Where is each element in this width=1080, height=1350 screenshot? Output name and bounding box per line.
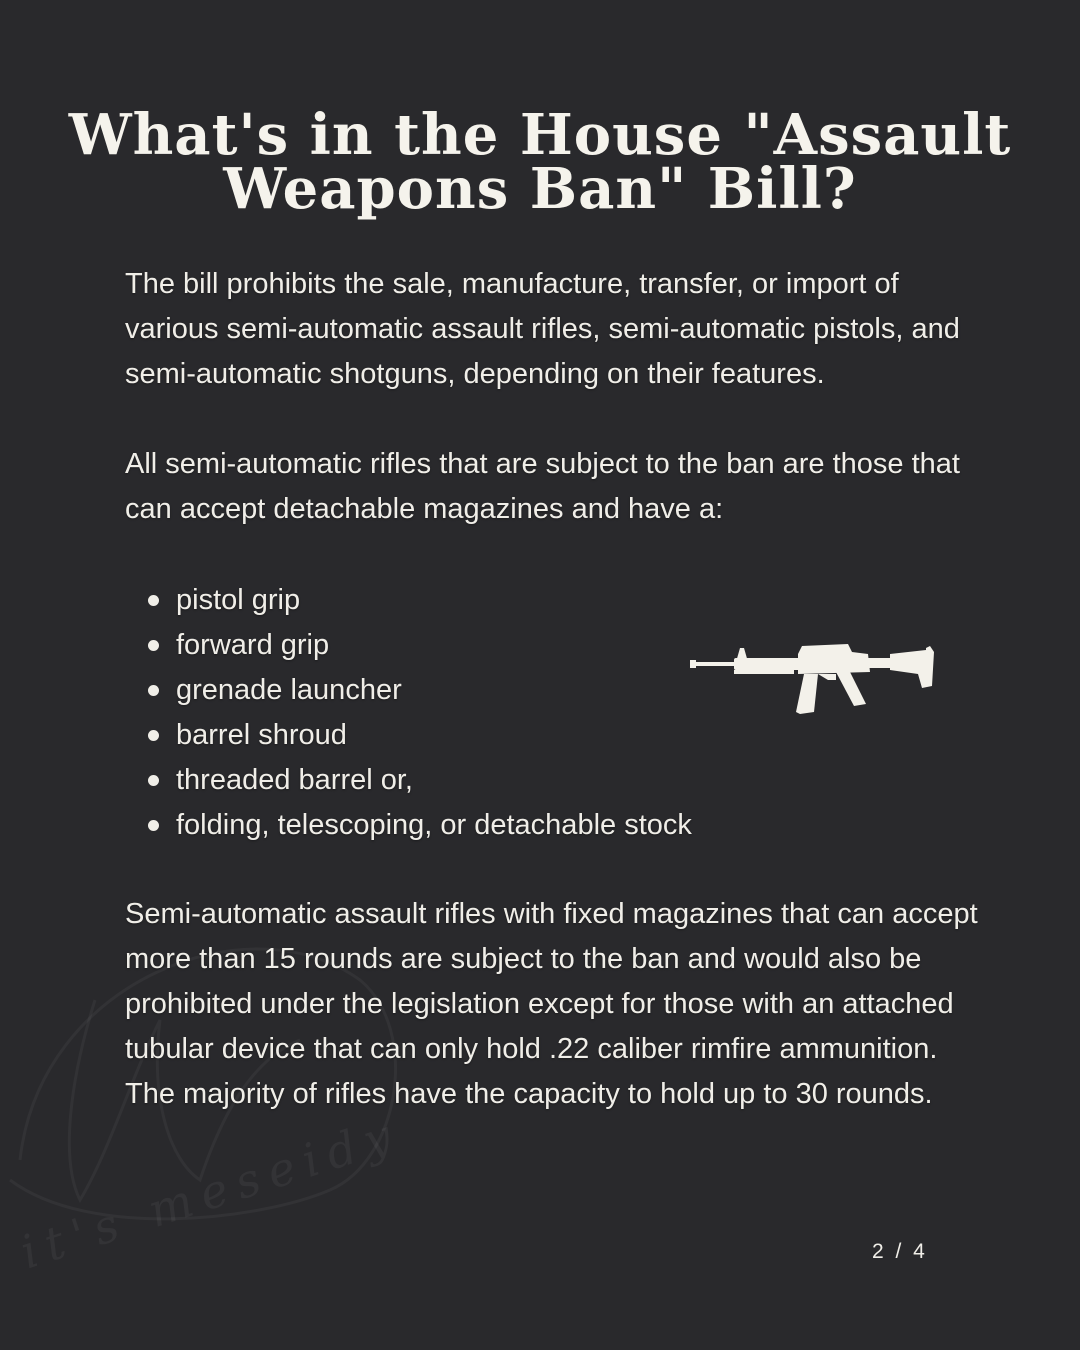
list-item-label: folding, telescoping, or detachable stock	[176, 809, 692, 841]
list-item	[148, 623, 692, 668]
bullet-icon	[148, 595, 159, 606]
bullet-icon	[148, 730, 159, 741]
fixed-magazines-paragraph: Semi-automatic assault rifles with fixed magazines that can accept more than 15 rounds are subject to the ban and would also be prohibited under the legislation except for those with an attached tubular device that can only hold .22 caliber rimfire ammunition. The majority of rifles have the capacity to hold up to 30 rounds.	[125, 898, 978, 1110]
page-title: What's in the House "Assault Weapons Ban" Bill?	[68, 102, 1012, 222]
list-item	[148, 578, 692, 623]
list-item-label: forward grip	[176, 629, 330, 661]
bullet-icon	[148, 685, 159, 696]
list-item-label: threaded barrel or,	[176, 764, 413, 796]
list-item-label: pistol grip	[176, 584, 301, 616]
criteria-paragraph: All semi-automatic rifles that are subject to the ban are those that can accept detachable magazines and have a:	[125, 448, 960, 525]
bullet-icon	[148, 775, 159, 786]
intro-paragraph: The bill prohibits the sale, manufacture, transfer, or import of various semi-automatic assault rifles, semi-automatic pistols, and semi-automatic shotguns, depending on their features.	[125, 268, 960, 390]
list-item	[148, 713, 692, 758]
rifle-icon	[690, 640, 935, 722]
page-indicator: 2 / 4	[872, 1240, 928, 1263]
watermark-text: it's meseidy	[14, 1105, 408, 1280]
list-item-label: barrel shroud	[176, 719, 347, 751]
features-list	[148, 578, 692, 848]
list-item	[148, 758, 692, 803]
list-item	[148, 668, 692, 713]
bullet-icon	[148, 820, 159, 831]
list-item	[148, 803, 692, 848]
list-item-label: grenade launcher	[176, 674, 402, 706]
bullet-icon	[148, 640, 159, 651]
